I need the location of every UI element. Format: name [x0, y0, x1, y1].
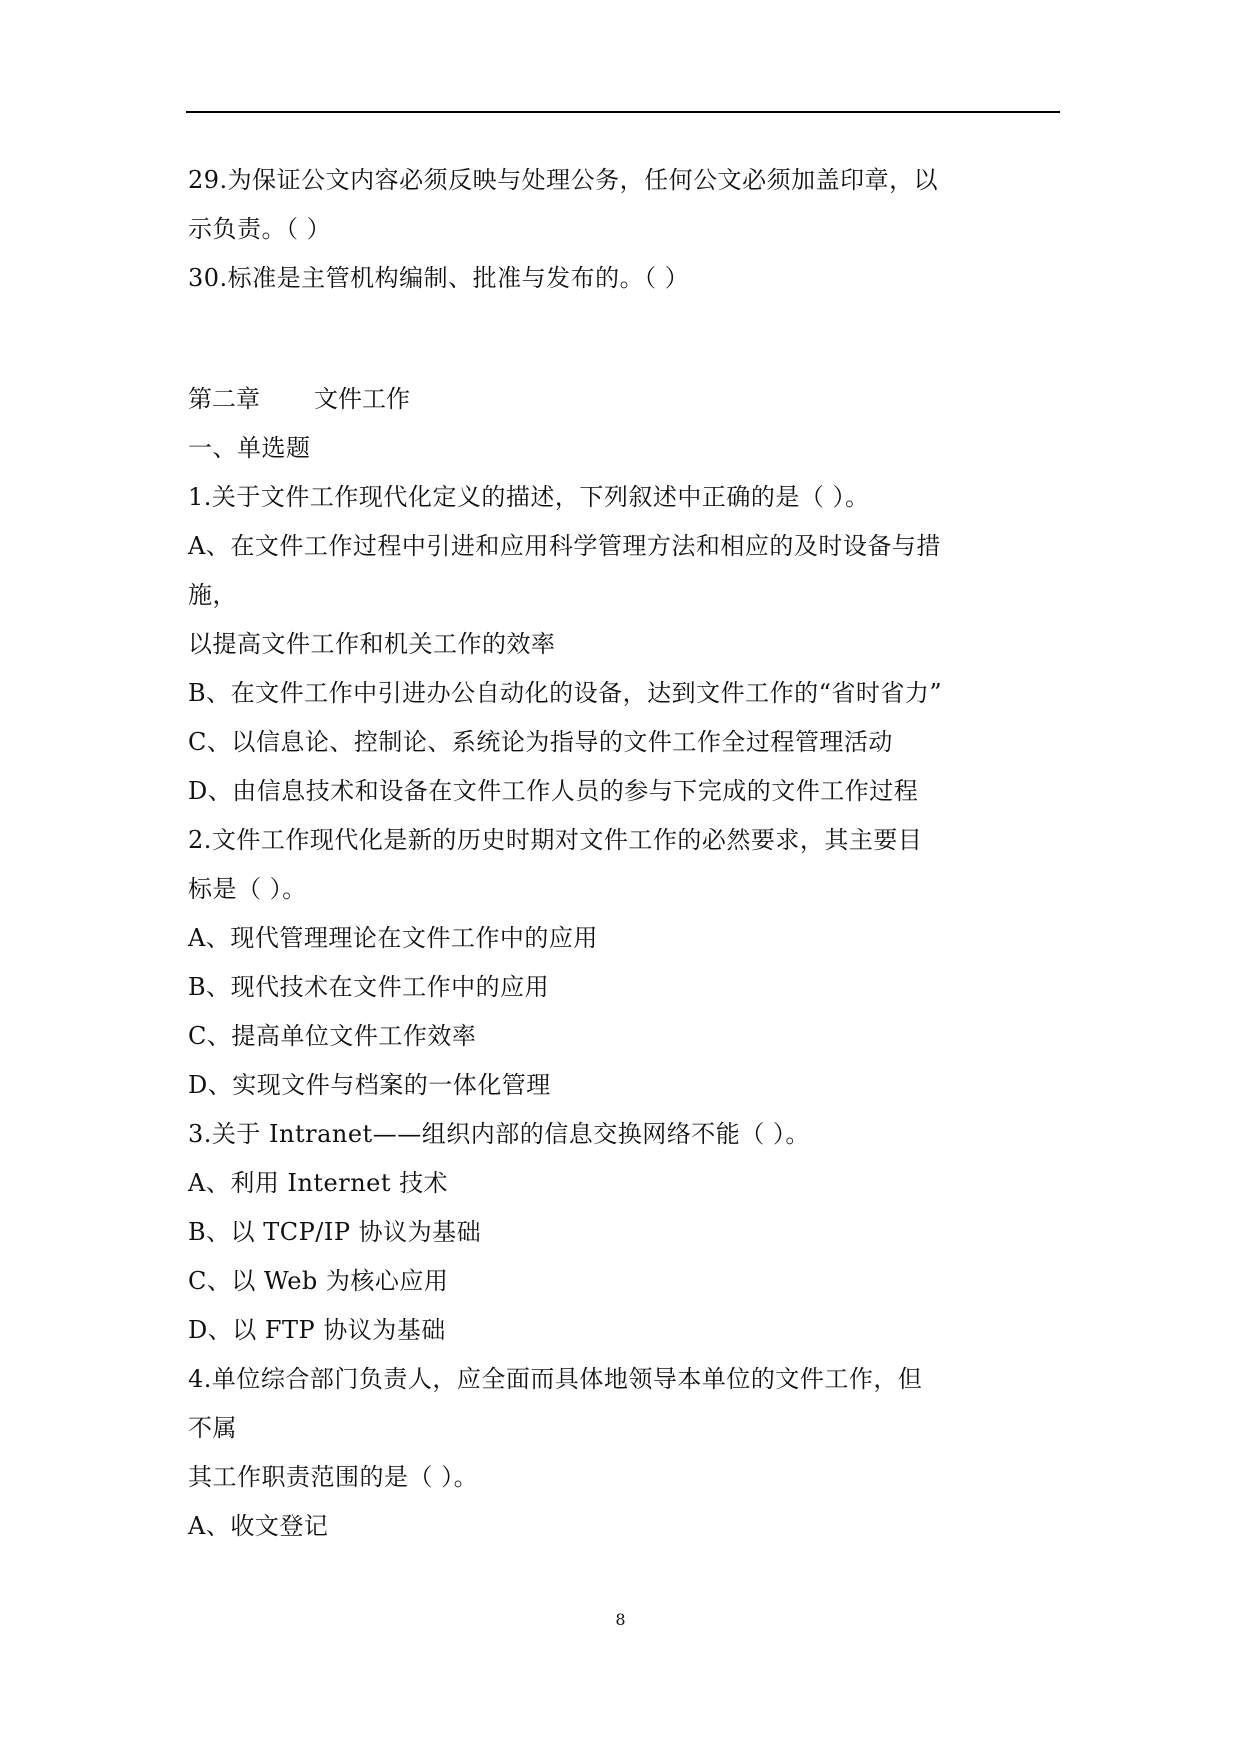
question-29-line-2: 示负责。（ ） — [188, 215, 332, 243]
chapter-title: 文件工作 — [314, 385, 410, 413]
question-2-option-a: A、现代管理理论在文件工作中的应用 — [188, 924, 598, 952]
question-4-option-a: A、收文登记 — [188, 1512, 329, 1540]
question-3-option-b: B、以 TCP/IP 协议为基础 — [188, 1218, 482, 1246]
chapter-heading — [188, 375, 988, 424]
question-1-option-a-line-2: 施， — [188, 581, 237, 609]
question-4-line-3: 其工作职责范围的是（ ）。 — [188, 1463, 479, 1491]
question-2-option-c: C、提高单位文件工作效率 — [188, 1022, 477, 1050]
question-4-line-1: 4.单位综合部门负责人，应全面而具体地领导本单位的文件工作，但 — [188, 1365, 923, 1393]
question-1-option-d: D、由信息技术和设备在文件工作人员的参与下完成的文件工作过程 — [188, 777, 919, 805]
section-gap — [188, 303, 988, 375]
page-number: 8 — [615, 1610, 626, 1629]
question-2-line-2: 标是（ ）。 — [188, 875, 307, 903]
question-3-option-d: D、以 FTP 协议为基础 — [188, 1316, 446, 1344]
question-30: 30.标准是主管机构编制、批准与发布的。（ ） — [188, 264, 690, 292]
header-rule — [186, 111, 1060, 113]
chapter-number: 第二章 — [188, 385, 260, 413]
document-body — [188, 156, 988, 1551]
question-2-option-d: D、实现文件与档案的一体化管理 — [188, 1071, 551, 1099]
question-1-option-a-line-1: A、在文件工作过程中引进和应用科学管理方法和相应的及时设备与措 — [188, 532, 941, 560]
question-2-option-b: B、现代技术在文件工作中的应用 — [188, 973, 550, 1001]
question-29-line-1: 29.为保证公文内容必须反映与处理公务，任何公文必须加盖印章，以 — [188, 166, 939, 194]
section-heading-single-choice: 一、单选题 — [188, 434, 311, 462]
question-2-line-1: 2.文件工作现代化是新的历史时期对文件工作的必然要求，其主要目 — [188, 826, 923, 854]
question-3: 3.关于 Intranet——组织内部的信息交换网络不能（ ）。 — [188, 1120, 810, 1148]
question-1: 1.关于文件工作现代化定义的描述，下列叙述中正确的是（ ）。 — [188, 483, 870, 511]
question-1-option-b: B、在文件工作中引进办公自动化的设备，达到文件工作的“省时省力” — [188, 679, 943, 707]
question-3-option-a: A、利用 Internet 技术 — [188, 1169, 449, 1197]
question-1-option-c: C、以信息论、控制论、系统论为指导的文件工作全过程管理活动 — [188, 728, 893, 756]
question-1-option-a-line-3: 以提高文件工作和机关工作的效率 — [188, 630, 556, 658]
question-3-option-c: C、以 Web 为核心应用 — [188, 1267, 449, 1295]
question-4-line-2: 不属 — [188, 1414, 237, 1442]
